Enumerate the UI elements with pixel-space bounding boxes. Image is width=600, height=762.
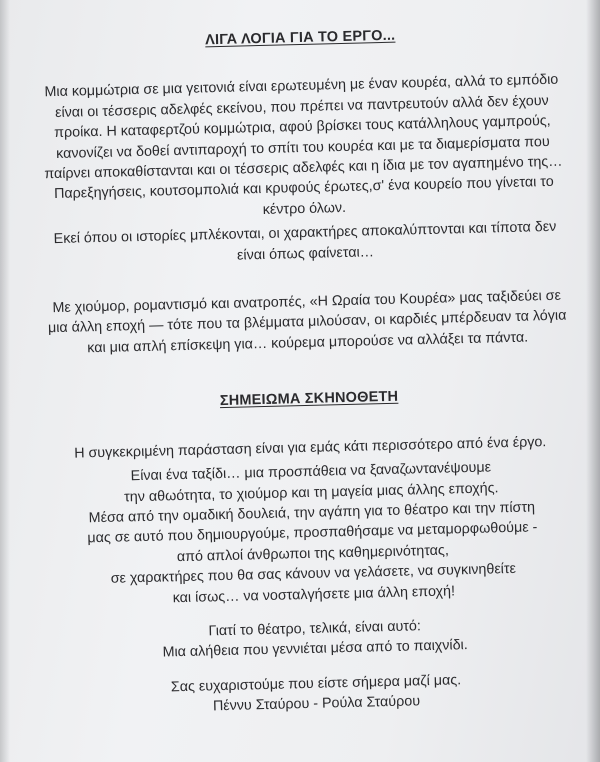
director-line: και ίσως… να νοσταλγήσετε μια άλλη εποχή!: [172, 582, 456, 606]
director-line: από απλοί άνθρωποι της καθημερινότητας,: [176, 542, 450, 565]
page-content: [40, 22, 577, 721]
closing-line: Γιατί το θέατρο, τελικά, είναι αυτό:: [208, 618, 422, 640]
director-note-heading: ΣΗΜΕΙΩΜΑ ΣΚΗΝΟΘΕΤΗ: [219, 388, 399, 410]
director-line: Μέσα από την ομαδική δουλειά, την αγάπη για το θέατρο και την πίστη: [88, 499, 536, 527]
humor-paragraph: Με χιούμορ, ρομαντισμό και ανατροπές, «Η Ωραία του Κουρέα» μας ταξιδεύει σε μια άλλη εποχή — τότε που τα βλέμματα μιλούσαν, οι καρδιές μπέρδευαν τα λόγια και μια απλή επίσκεψη για… κούρεμα μπορούσε να αλλάξει τα πάντα.: [47, 287, 567, 357]
about-play-heading: ΛΙΓΑ ΛΟΓΙΑ ΓΙΑ ΤΟ ΕΡΓΟ...: [204, 27, 396, 49]
page-left-shadow: [0, 0, 10, 762]
thanks-line: Σας ευχαριστούμε που είστε σήμερα μαζί μας.: [170, 672, 462, 696]
gossip-paragraph: Παρεξηγήσεις, κουτσομπολιά και κρυφούς έρωτες,σ' ένα κουρείο που γίνεται το κέντρο όλων.: [53, 174, 554, 218]
stories-paragraph: Εκεί όπου οι ιστορίες μπλέκονται, οι χαρακτήρες αποκαλύπτονται και τίποτα δεν είναι όπως φαίνεται…: [53, 219, 557, 264]
page-right-shadow: [586, 0, 600, 762]
signature: Πέννυ Σταύρου - Ρούλα Σταύρου: [212, 693, 421, 715]
director-line: μας σε αυτό που δημιουργούμε, προσπαθήσαμε να μεταμορφωθούμε -: [87, 519, 538, 547]
director-line: την αθωότητα, το χιούμορ και τη μαγεία μιας άλλης εποχής.: [123, 479, 499, 505]
director-line: Είναι ένα ταξίδι… μια προσπάθεια να ξαναζωντανέψουμε: [130, 459, 492, 485]
director-line: σε χαρακτήρες που θα σας κάνουν να γελάσετε, να συγκινηθείτε: [110, 561, 517, 587]
closing-line: Μια αλήθεια που γεννιέται μέσα από το παιχνίδι.: [162, 637, 468, 661]
director-intro: Η συγκεκριμένη παράσταση είναι για εμάς κάτι περισσότερο από ένα έργο.: [74, 433, 547, 462]
plot-paragraph: Μια κομμώτρια σε μια γειτονιά είναι ερωτευμένη με έναν κουρέα, αλλά το εμπόδιο είναι οι τέσσερις αδελφές εκείνου, που πρέπει να παντρευτούν αλλά δεν έχουν προίκα. Η καταφερτζού κομμώτρια, αφού βρίσκει τους κατάλληλους γαμπρούς, κανονίζει να δοθεί αντιπαροχή το σπίτι του κουρέα και με τα διαμερίσματα που παίρνει αποκαθίστανται και οι τέσσερις αδελφές και η ίδια με τον αγαπημένο της…: [44, 72, 563, 183]
